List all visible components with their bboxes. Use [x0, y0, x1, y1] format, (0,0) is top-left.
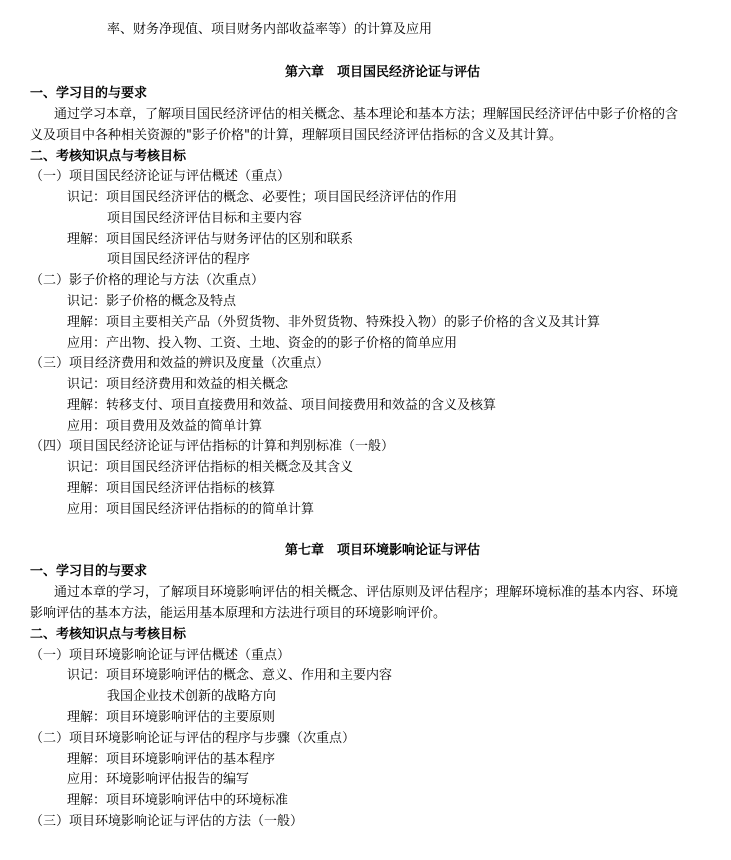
ch6-section-1-heading: 一、学习目的与要求: [30, 86, 148, 101]
ch6-topic: （三）项目经济费用和效益的辨识及度量（次重点）: [30, 356, 330, 371]
ch7-section-1-heading: 一、学习目的与要求: [30, 564, 148, 579]
ch6-section-2-heading: 二、考核知识点与考核目标: [30, 149, 187, 164]
ch6-objective: 理解：转移支付、项目直接费用和效益、项目间接费用和效益的含义及核算: [67, 398, 497, 413]
ch6-objective: 理解：项目国民经济评估指标的核算: [67, 481, 276, 496]
ch7-topic: （三）项目环境影响论证与评估的方法（一般）: [30, 814, 304, 829]
ch6-topic: （一）项目国民经济论证与评估概述（重点）: [30, 169, 291, 184]
ch7-objective: 识记：项目环境影响评估的概念、意义、作用和主要内容: [67, 668, 393, 683]
ch6-objective: 项目国民经济评估目标和主要内容: [107, 211, 303, 226]
ch6-objective: 识记：项目国民经济评估的概念、必要性；项目国民经济评估的作用: [67, 190, 458, 205]
ch7-topic: （一）项目环境影响论证与评估概述（重点）: [30, 648, 291, 663]
ch7-intro-line-1: 通过本章的学习，了解项目环境影响评估的相关概念、评估原则及评估程序；理解环境标准的基本内容、环境: [54, 585, 679, 600]
ch6-objective: 应用：项目国民经济评估指标的的简单计算: [67, 502, 315, 517]
ch6-objective: 项目国民经济评估的程序: [107, 252, 251, 267]
ch6-intro-line-2: 义及项目中各种相关资源的"影子价格"的计算，理解项目国民经济评估指标的含义及其计算。: [30, 128, 562, 143]
ch6-objective: 理解：项目国民经济评估与财务评估的区别和联系: [67, 232, 354, 247]
ch7-objective: 应用：环境影响评估报告的编写: [67, 772, 250, 787]
ch7-objective: 理解：项目环境影响评估的主要原则: [67, 710, 276, 725]
ch7-topic: （二）项目环境影响论证与评估的程序与步骤（次重点）: [30, 731, 356, 746]
ch6-objective: 应用：项目费用及效益的简单计算: [67, 419, 263, 434]
ch6-topic: （二）影子价格的理论与方法（次重点）: [30, 273, 265, 288]
chapter-7-title: 第七章 项目环境影响论证与评估: [285, 543, 481, 558]
chapter-6-title: 第六章 项目国民经济论证与评估: [285, 65, 481, 80]
ch6-objective: 识记：影子价格的概念及特点: [67, 294, 237, 309]
ch6-objective: 识记：项目经济费用和效益的相关概念: [67, 377, 289, 392]
continuation-text: 率、财务净现值、项目财务内部收益率等）的计算及应用: [107, 22, 433, 37]
ch7-objective: 我国企业技术创新的战略方向: [107, 689, 277, 704]
ch7-objective: 理解：项目环境影响评估的基本程序: [67, 752, 276, 767]
ch7-section-2-heading: 二、考核知识点与考核目标: [30, 627, 187, 642]
ch7-intro-line-2: 影响评估的基本方法，能运用基本原理和方法进行项目的环境影响评价。: [30, 606, 447, 621]
ch6-topic: （四）项目国民经济论证与评估指标的计算和判别标准（一般）: [30, 439, 395, 454]
ch7-objective: 理解：项目环境影响评估中的环境标准: [67, 793, 289, 808]
ch6-objective: 识记：项目国民经济评估指标的相关概念及其含义: [67, 460, 354, 475]
ch6-intro-line-1: 通过学习本章，了解项目国民经济评估的相关概念、基本理论和基本方法；理解国民经济评估中影子价格的含: [54, 107, 679, 122]
ch6-objective: 理解：项目主要相关产品（外贸货物、非外贸货物、特殊投入物）的影子价格的含义及其计算: [67, 315, 601, 330]
ch6-objective: 应用：产出物、投入物、工资、土地、资金的的影子价格的简单应用: [67, 336, 458, 351]
